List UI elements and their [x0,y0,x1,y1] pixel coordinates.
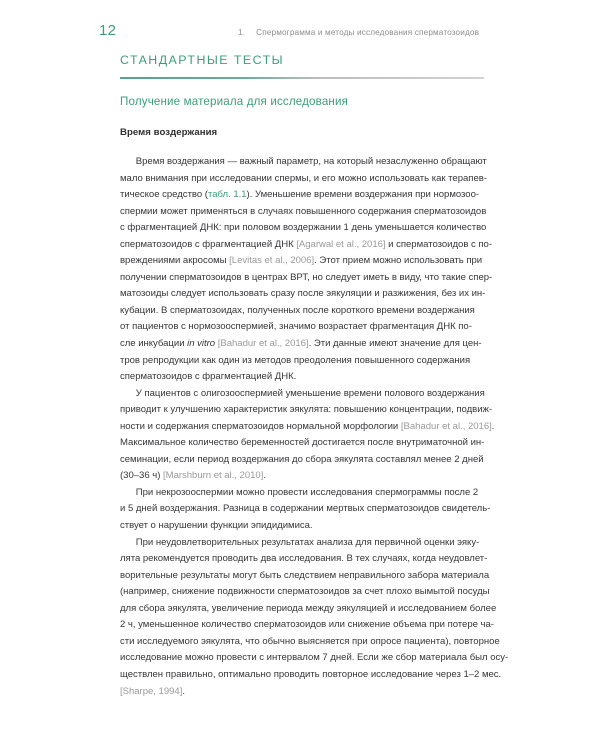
body-line [120,319,485,336]
body-line [120,386,485,403]
text-run: При неудовлетворительных результатах анализа для первичной оценки эяку- [120,536,480,548]
body-line [120,684,485,701]
body-line [120,154,485,171]
text-run: Время воздержания — важный параметр, на который незаслуженно обращают [120,156,487,167]
body-line [120,353,485,370]
body-line [120,584,490,601]
text-run: сле инкубации [120,338,188,350]
running-head-title: Спермограмма и методы исследования сперматозоидов [256,28,480,37]
text-run: . Этот прием можно использовать при [314,255,483,267]
body-line [120,336,485,353]
citation-reference: [Agarwal et al., 2016] [296,238,386,250]
text-run: ности и содержания сперматозоидов нормальной морфологии [120,420,401,432]
body-line [120,601,497,618]
text-run: кубации. В сперматозоидах, полученных после короткого времени воздержания [120,304,475,316]
body-line [120,171,485,188]
italic-term: in vitro [187,338,216,350]
text-run: 2 ч, уменьшенное количество сперматозоидов или снижение объема при потере ча- [120,619,494,631]
text-run: (30–36 ч) [120,470,163,482]
section-title: СТАНДАРТНЫЕ ТЕСТЫ [120,53,285,67]
cross-reference-link[interactable]: табл. 1.1 [207,189,247,201]
body-line [120,518,485,535]
text-run: ствует о нарушении функции эпидидимиса. [120,520,313,532]
body-line [120,468,485,485]
text-run: При некрозооспермии можно провести исследования спермограммы после 2 [120,486,479,498]
text-run: от пациентов с нормозооспермией, значимо возрастает фрагментация ДНК по- [120,321,472,333]
text-run: спермии может применяться в случаях повышенного содержания сперматозоидов [120,205,487,217]
body-line [120,204,485,221]
subsubsection-heading: Время воздержания [120,127,218,138]
citation-reference: [Levitas et al., 2006] [229,255,315,267]
body-line [120,568,490,585]
text-run: и сперматозоидов с по- [385,238,493,250]
text-run: Максимальное количество беременностей достигается после внутриматочной ин- [120,437,485,449]
text-run: лята рекомендуется проводить два исследования. В тех случаях, когда неудовлет- [120,553,488,565]
text-run: для сбора эякулята, увеличение периода между эякуляцией и исследованием более [120,602,497,614]
text-run: матозоиды следует использовать сразу после эякуляции и разжижения, без их ин- [120,288,486,300]
running-head [0,22,600,44]
text-run: (например, снижение подвижности сперматозоидов за счет плохо вымытой посуды [120,586,490,598]
text-run: семинации, если период воздержания до сбора эякулята составлял менее 2 дней [120,453,484,465]
body-line [120,303,485,320]
subsection-heading: Получение материала для исследования [120,95,349,108]
body-line [120,617,494,634]
body-line [120,485,485,502]
body-line [120,634,500,651]
body-line [120,419,495,436]
text-run: с фрагментацией ДНК: при половом воздержании 1 день уменьшается количество [120,222,487,234]
running-head-chapter-number: 1. [238,28,246,37]
body-line [120,452,485,469]
text-run: вреждениями акросомы [120,255,230,267]
text-run: . Эти данные имеют значение для цен- [308,338,482,350]
body-line [120,253,485,270]
text-run: ). Уменьшение времени воздержания при нормозоо- [246,189,480,201]
citation-reference: [Marshburn et al., 2010] [163,470,264,482]
body-line [120,286,485,303]
body-line [120,551,488,568]
body-line [120,270,493,287]
text-run: и 5 дней воздержания. Разница в содержании мертвых сперматозоидов свидетель- [120,503,491,515]
body-line [120,535,485,552]
text-run: сти исследуемого эякулята, что обычно выясняется при опросе пациента), повторное [120,635,500,647]
text-run: . [491,420,495,432]
body-line [120,220,485,237]
text-run: У пациентов с олигозооспермией уменьшение времени полового воздержания [120,387,485,399]
text-run: ворительные результаты могут быть следствием неправильного забора материала [120,569,490,581]
body-line [120,402,493,419]
body-line [120,237,493,254]
body-line [120,435,485,452]
text-run: тическое средство ( [120,189,208,201]
section-rule [120,77,484,79]
text-run: . [263,470,266,482]
text-run: ществлен правильно, оптимально проводить повторное исследование через 1–2 мес. [120,668,502,680]
page-number: 12 [99,22,117,39]
citation-reference: [Sharpe, 1994] [120,685,183,697]
text-run: приводит к улучшению характеристик эякулята: повышению концентрации, подвиж- [120,404,493,416]
text-run: исследование можно провести с интервалом 7 дней. Если же сбор материала был осу- [120,652,509,664]
body-line [120,667,502,684]
text-run: сперматозоидов с фрагментацией ДНК. [120,371,297,383]
text-run: тров репродукции как один из методов преодоления повышенного содержания [120,354,471,366]
text-run: . [182,685,185,697]
body-text [120,154,509,700]
body-line [120,369,485,386]
text-run: получении сперматозоидов в центрах ВРТ, но следует иметь в виду, что такие спер- [120,271,493,283]
citation-reference: [Bahadur et al., 2016] [217,338,309,350]
text-run: сперматозоидов с фрагментацией ДНК [120,238,297,250]
body-line [120,501,491,518]
running-head-text [118,28,600,37]
body-line [120,187,485,204]
citation-reference: [Bahadur et al., 2016] [400,420,492,432]
body-line [120,650,509,667]
text-run: мало внимания при исследовании спермы, и его можно использовать как терапев- [120,172,487,184]
